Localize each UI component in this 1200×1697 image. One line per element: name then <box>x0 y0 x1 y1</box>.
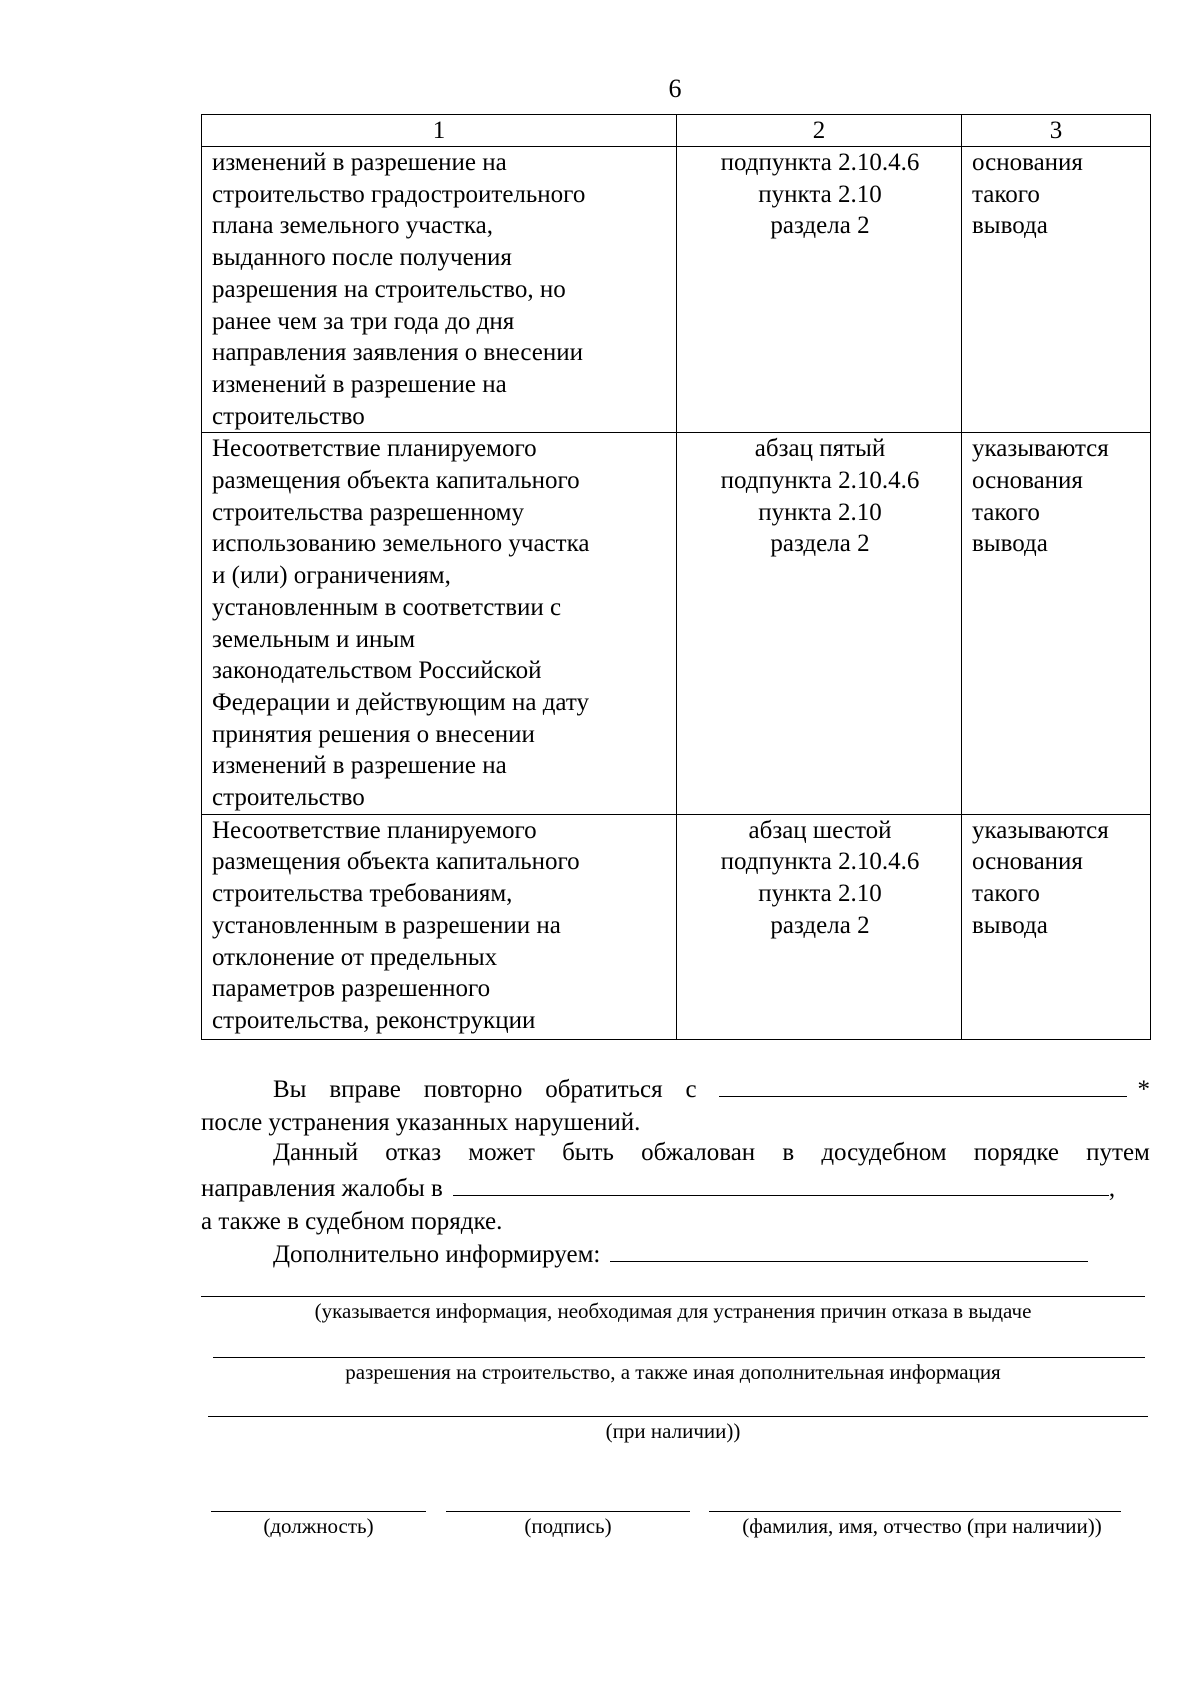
reapply-paragraph <box>201 1070 1150 1139</box>
page-number: 6 <box>668 74 682 103</box>
table-header-row <box>202 115 1151 147</box>
paragraph-word: Данный <box>273 1139 359 1166</box>
table-cell-explanation: основания такого вывода <box>962 147 1151 433</box>
table-cell-reference: абзац шестой подпункта 2.10.4.6 пункта 2.10 раздела 2 <box>677 814 962 1039</box>
full-name-line[interactable] <box>709 1511 1121 1512</box>
paragraph-line: а также в судебном порядке. <box>201 1208 503 1235</box>
paragraph-comma: , <box>1108 1175 1116 1202</box>
additional-info-line[interactable] <box>213 1357 1145 1358</box>
paragraph-word: быть <box>562 1139 614 1166</box>
appeal-paragraph <box>201 1136 1150 1238</box>
paragraph-word: обратиться <box>545 1076 663 1103</box>
table-cell-description: Несоответствие планируемого размещения объекта капитального строительства разрешенному использованию земельного участка и (или) ограничениям, установленным в соответствии с земельным и иным законодательством Российской Федерации и действующим на дату принятия решения о внесении изменений в разрешение на строительство <box>202 433 677 814</box>
appeal-authority-field[interactable] <box>453 1169 1109 1196</box>
paragraph-word: обжалован <box>641 1139 756 1166</box>
paragraph-line: Дополнительно информируем: <box>273 1241 601 1268</box>
footnote-asterisk: * <box>1137 1076 1150 1103</box>
table-row <box>202 147 1151 433</box>
position-line[interactable] <box>211 1511 426 1512</box>
position-caption: (должность) <box>263 1514 374 1538</box>
paragraph-word: вправе <box>329 1076 401 1103</box>
table-cell-reference: абзац пятый подпункта 2.10.4.6 пункта 2.10 раздела 2 <box>677 433 962 814</box>
additional-info-line[interactable] <box>208 1416 1148 1417</box>
table-cell-reference: подпункта 2.10.4.6 пункта 2.10 раздела 2 <box>677 147 962 433</box>
grounds-table <box>201 114 1151 1040</box>
paragraph-word: с <box>685 1076 697 1103</box>
paragraph-word: может <box>468 1139 535 1166</box>
paragraph-line: после устранения указанных нарушений. <box>201 1109 641 1136</box>
signature-caption: (подпись) <box>524 1514 612 1538</box>
additional-info-line[interactable] <box>201 1296 1145 1297</box>
table-cell-description: Несоответствие планируемого размещения объекта капитального строительства требованиям, установленным в разрешении на отклонение от предельных параметров разрешенного строительства, реконструкции <box>202 814 677 1039</box>
paragraph-word: повторно <box>423 1076 523 1103</box>
paragraph-word: отказ <box>385 1139 442 1166</box>
signature-line[interactable] <box>446 1511 690 1512</box>
table-cell-explanation: указываются основания такого вывода <box>962 814 1151 1039</box>
full-name-caption: (фамилия, имя, отчество (при наличии)) <box>742 1514 1102 1538</box>
additional-info-paragraph <box>201 1235 1150 1271</box>
paragraph-word: в <box>782 1139 795 1166</box>
table-cell-explanation: указываются основания такого вывода <box>962 433 1151 814</box>
paragraph-word: Вы <box>273 1076 307 1103</box>
paragraph-word: порядке <box>973 1139 1059 1166</box>
paragraph-word: путем <box>1086 1139 1150 1166</box>
table-header-cell: 2 <box>677 115 962 147</box>
paragraph-line: направления жалобы в <box>201 1175 443 1202</box>
info-caption-1: (указывается информация, необходимая для устранения причин отказа в выдаче <box>314 1299 1032 1323</box>
paragraph-word: досудебном <box>821 1139 947 1166</box>
table-row <box>202 814 1151 1039</box>
additional-info-field[interactable] <box>610 1235 1088 1262</box>
table-header-cell: 1 <box>202 115 677 147</box>
reapply-deadline-field[interactable] <box>719 1070 1127 1097</box>
table-cell-description: изменений в разрешение на строительство градостроительного плана земельного участка, выданного после получения разрешения на строительство, но ранее чем за три года до дня направления заявления о внесении изменений в разрешение на строительство <box>202 147 677 433</box>
info-caption-3: (при наличии)) <box>605 1419 741 1443</box>
info-caption-2: разрешения на строительство, а также иная дополнительная информация <box>345 1360 1001 1384</box>
table-header-cell: 3 <box>962 115 1151 147</box>
table-row <box>202 433 1151 814</box>
